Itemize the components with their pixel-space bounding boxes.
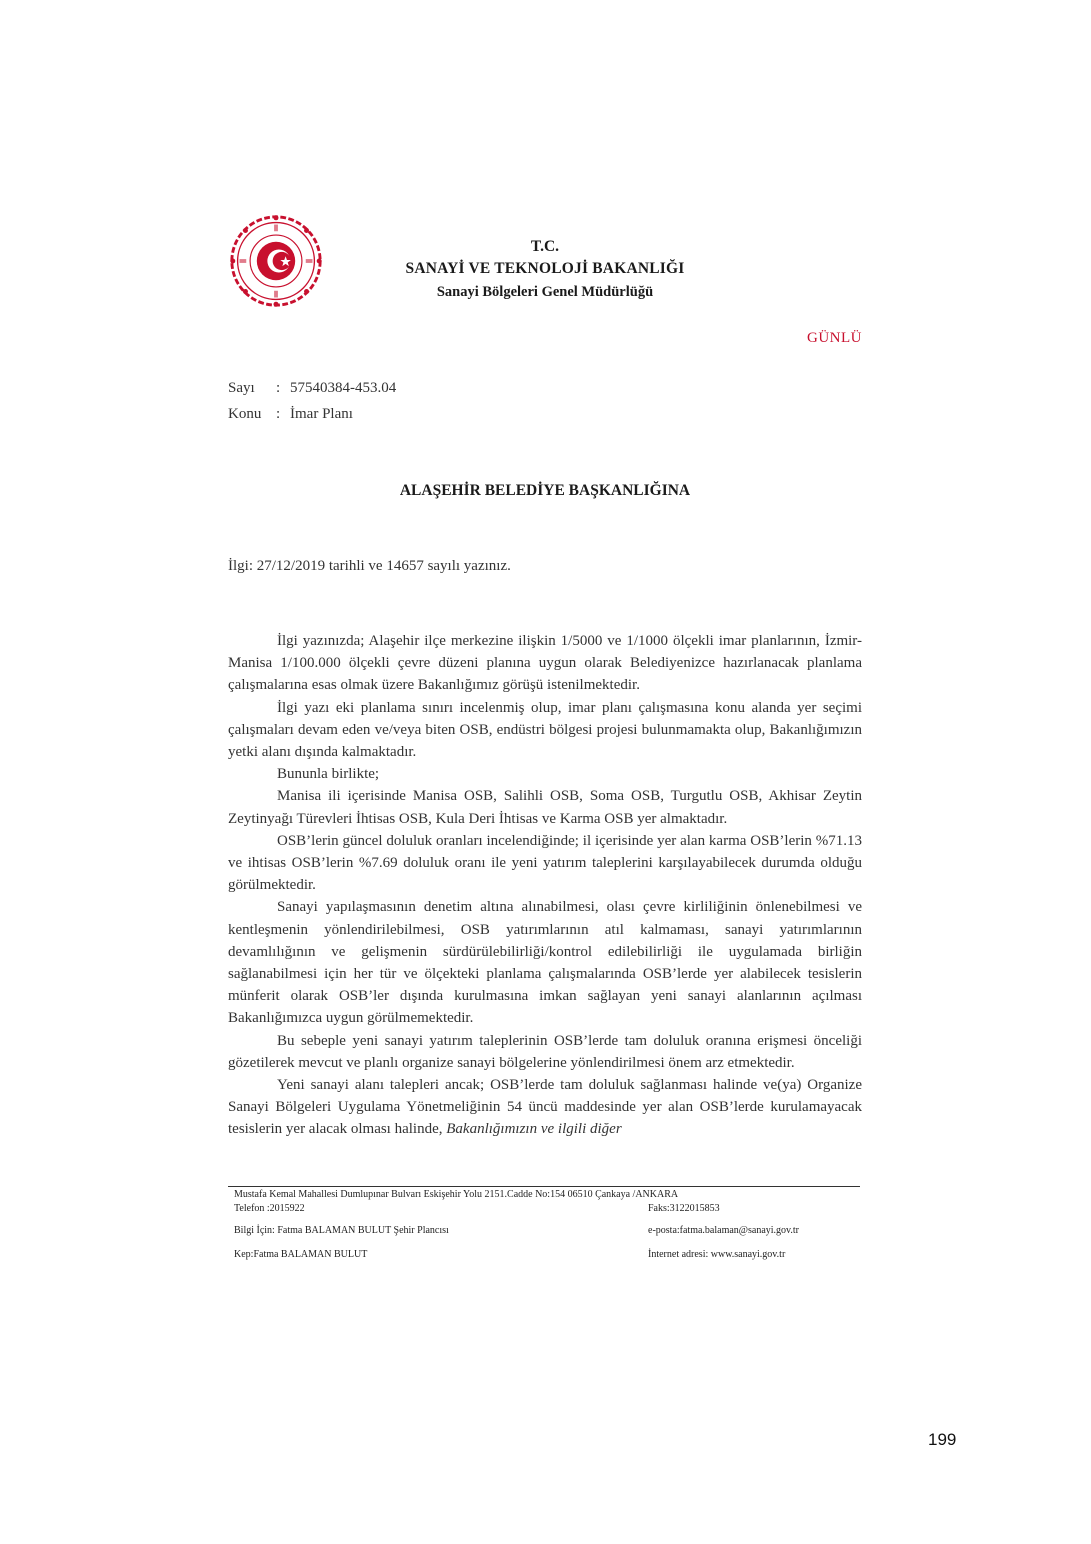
- sayi-row: [228, 380, 396, 397]
- footer-fax: Faks:3122015853: [648, 1203, 720, 1214]
- footer-divider: [228, 1186, 860, 1187]
- paragraph-last-italic: Bakanlığımızın ve ilgili diğer: [446, 1121, 622, 1138]
- konu-label: Konu: [228, 406, 262, 422]
- paragraph: Sanayi yapılaşmasının denetim altına alınabilmesi, olası çevre kirliliğinin önlenebilmesi ve kentleşmenin yönlendirilebilmesi, OSB yatırımlarının atıl kalmaması, sanayi yatırımlarının devamlılığının ve gelişmenin sürdürülebilirliği/kontrol edilebilirliği ile uygulamada birliğin sağlanabilmesi için her tür ve ölçekteki planlama çalışmalarında OSB’lerde yer alabilecek tesislerin münferit olarak OSB’ler dışında kurulmasına imkan sağlayan yeni sanayi alanlarının açılması Bakanlığımızca uygun görülmemektedir.: [228, 899, 862, 1027]
- footer-kep: Kep:Fatma BALAMAN BULUT: [234, 1249, 368, 1260]
- konu-value: İmar Planı: [290, 406, 353, 422]
- priority-label: GÜNLÜ: [807, 330, 862, 346]
- paragraph: Manisa ili içerisinde Manisa OSB, Salihli OSB, Soma OSB, Turgutlu OSB, Akhisar Zeytin Zeytinyağı Türevleri İhtisas OSB, Kula Deri İhtisas ve Karma OSB yer almaktadır.: [228, 788, 862, 827]
- letter-body: [228, 630, 862, 1141]
- ministry-name: SANAYİ VE TEKNOLOJİ BAKANLIĞI: [405, 260, 685, 277]
- footer-email: e-posta:fatma.balaman@sanayi.gov.tr: [648, 1225, 800, 1236]
- paragraph-last: [228, 1074, 862, 1141]
- sayi-label: Sayı: [228, 380, 255, 396]
- page-number: 199: [928, 1430, 957, 1449]
- sayi-sep: :: [276, 380, 281, 396]
- footer-info: Bilgi İçin: Fatma BALAMAN BULUT Şehir Plancısı: [234, 1225, 449, 1236]
- konu-sep: :: [276, 406, 281, 422]
- paragraph: Bununla birlikte;: [277, 766, 380, 783]
- paragraph: Bu sebeple yeni sanayi yatırım taleplerinin OSB’lerde tam doluluk oranına erişmesi önceliği gözetilerek mevcut ve planlı organize sanayi bölgelerine yönlendirilmesi önem arz etmektedir.: [228, 1032, 862, 1071]
- footer-web: İnternet adresi: www.sanayi.gov.tr: [648, 1249, 786, 1260]
- footer-address: Mustafa Kemal Mahallesi Dumlupınar Bulvarı Eskişehir Yolu 2151.Cadde No:154 06510 Çankaya /ANKARA: [234, 1189, 679, 1200]
- footer-phone: Telefon :2015922: [234, 1203, 305, 1214]
- header-tc: T.C.: [530, 238, 560, 255]
- directorate-name: Sanayi Bölgeleri Genel Müdürlüğü: [436, 284, 654, 300]
- paragraph: OSB’lerin güncel doluluk oranları incelendiğinde; il içerisinde yer alan karma OSB’lerin %71.13 ve ihtisas OSB’lerin %7.69 doluluk oranı ile yeni yatırım taleplerini karşılayabilecek durumda olduğu görülmektedir.: [228, 832, 862, 894]
- addressee: ALAŞEHİR BELEDİYE BAŞKANLIĞINA: [399, 482, 691, 499]
- konu-row: [228, 406, 353, 423]
- paragraph-last-text: Yeni sanayi alanı talepleri ancak; OSB’lerde tam doluluk sağlanması halinde ve(ya) Organize Sanayi Bölgeleri Uygulama Yönetmeliğinin 54 üncü maddesinde yer alan OSB’lerde kurulamayacak tesislerin yer alacak olması halinde,: [228, 1077, 862, 1138]
- ministry-seal-icon: [228, 213, 324, 309]
- paragraph: İlgi yazınızda; Alaşehir ilçe merkezine ilişkin 1/5000 ve 1/1000 ölçekli imar planlarının, İzmir-Manisa 1/100.000 ölçekli çevre düzeni planına uygun olarak Belediyenizce hazırlanacak planlama çalışmalarına esas olmak üzere Bakanlığımız görüşü istenilmektedir.: [228, 633, 862, 694]
- paragraph: İlgi yazı eki planlama sınırı incelenmiş olup, imar planı çalışmasına konu alanda yer seçimi çalışmaları devam eden ve/veya biten OSB, endüstri bölgesi projesi bulunmamakta olup, Bakanlığımızın yetki alanı dışında kalmaktadır.: [228, 699, 862, 761]
- ilgi-line: İlgi: 27/12/2019 tarihli ve 14657 sayılı yazınız.: [228, 558, 511, 574]
- sayi-value: 57540384-453.04: [290, 380, 397, 396]
